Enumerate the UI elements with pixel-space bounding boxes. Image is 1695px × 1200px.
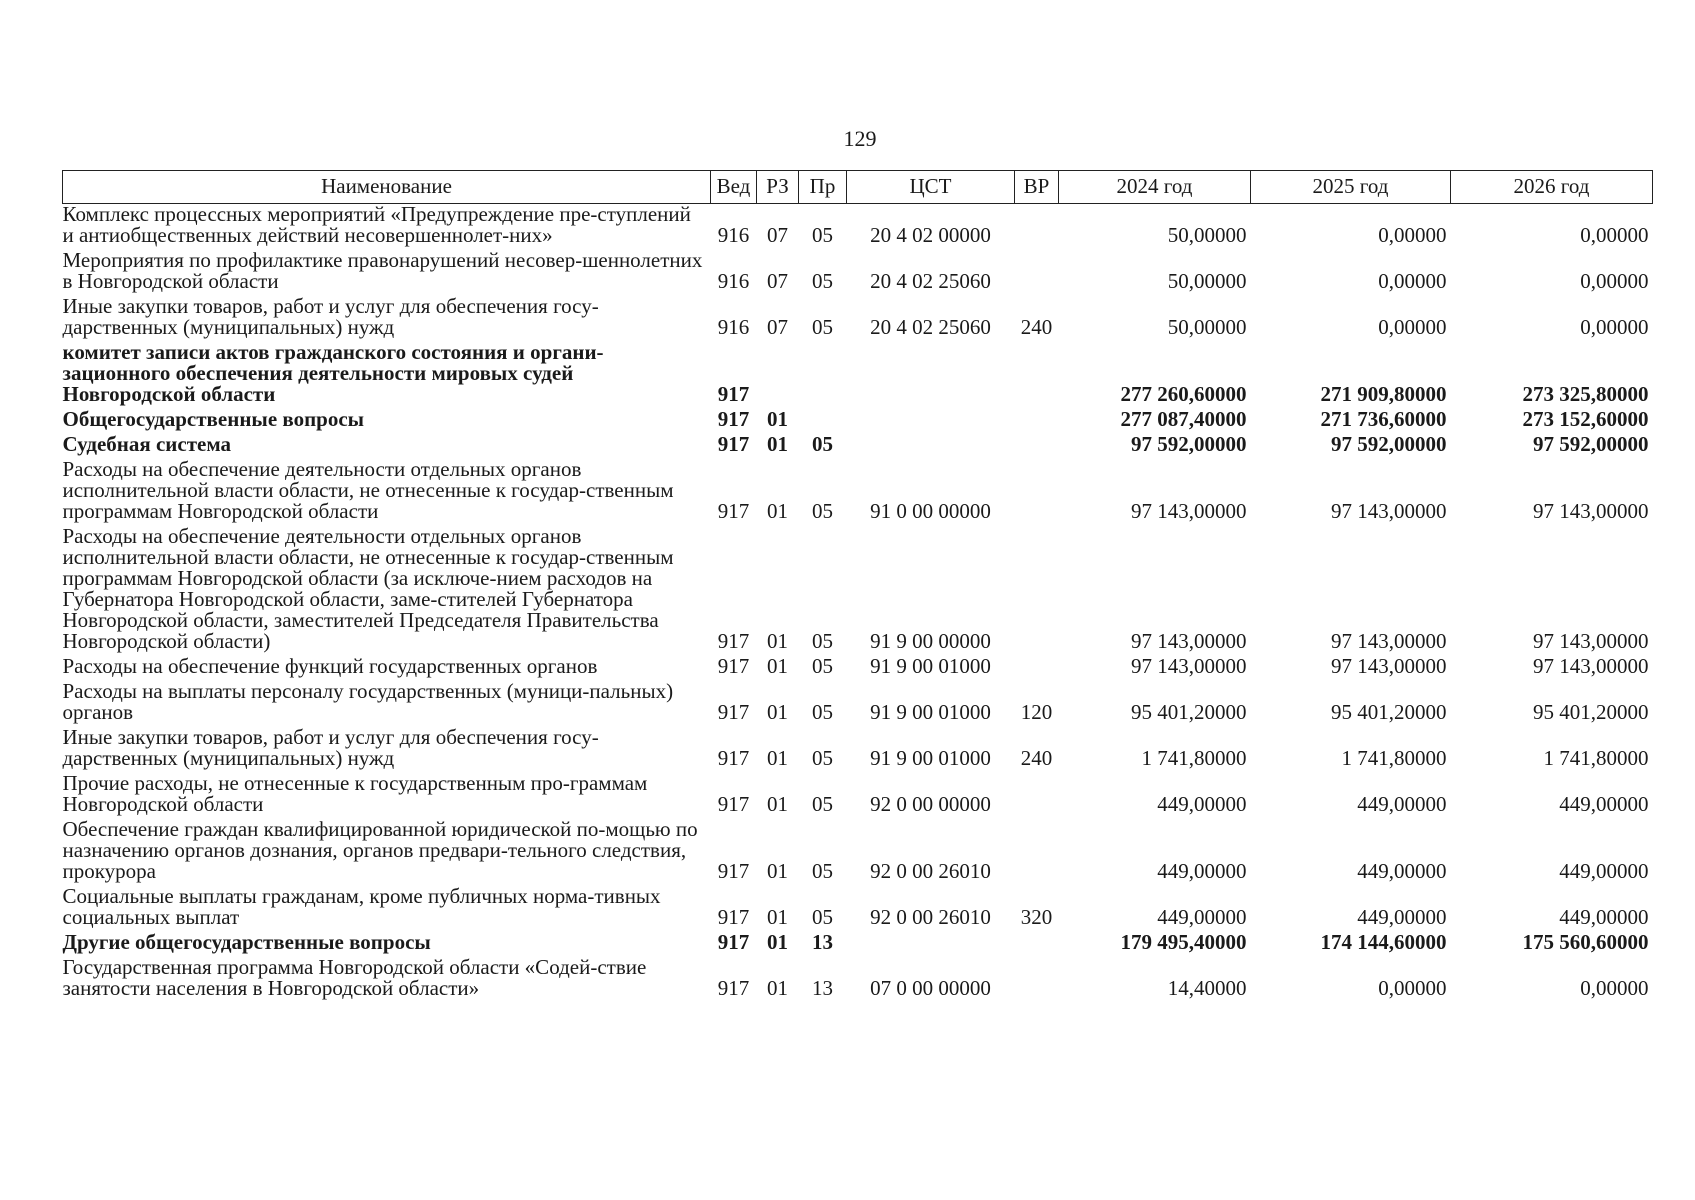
header-rz: РЗ: [757, 171, 799, 204]
row-ved: 917: [717, 792, 750, 816]
row-vr: [1015, 204, 1059, 251]
row-ved: 917: [717, 629, 750, 653]
row-pr: 05: [812, 629, 833, 653]
row-vr: 240: [1020, 315, 1053, 339]
row-vr: [1015, 656, 1059, 681]
row-pr: [799, 409, 847, 434]
row-amount-2026: 449,00000: [1559, 859, 1649, 883]
row-amount-2026: 273 152,60000: [1522, 407, 1649, 431]
table-row-section: [63, 434, 1653, 459]
row-amount-2024: 97 143,00000: [1131, 654, 1247, 678]
row-amount-2024: 449,00000: [1157, 792, 1247, 816]
row-amount-2026: 97 143,00000: [1533, 499, 1649, 523]
row-name: Иные закупки товаров, работ и услуг для обеспечения госу-дарственных (муниципальных) нужд: [62, 725, 599, 770]
row-amount-2026: 175 560,60000: [1522, 930, 1649, 954]
row-amount-2025: 271 909,80000: [1320, 382, 1447, 406]
header-2025: 2025 год: [1251, 171, 1451, 204]
row-pr: 05: [812, 792, 833, 816]
row-vr: [1015, 434, 1059, 459]
row-cst: 91 0 00 00000: [870, 499, 991, 523]
row-rz: 01: [767, 629, 788, 653]
row-name: Судебная система: [62, 432, 232, 456]
row-name: Мероприятия по профилактике правонарушений несовер-шеннолетних в Новгородской области: [62, 248, 703, 293]
row-vr: [1015, 342, 1059, 409]
row-amount-2024: 50,00000: [1167, 315, 1247, 339]
row-ved: 917: [717, 499, 750, 523]
row-name: Расходы на обеспечение функций государственных органов: [62, 654, 598, 678]
header-2026: 2026 год: [1451, 171, 1653, 204]
row-name: Социальные выплаты гражданам, кроме публичных норма-тивных социальных выплат: [62, 884, 661, 929]
row-cst: [847, 342, 1015, 409]
row-pr: 13: [812, 976, 833, 1000]
row-amount-2025: 95 401,20000: [1331, 700, 1447, 724]
row-ved: 917: [717, 432, 750, 456]
row-amount-2026: 273 325,80000: [1522, 382, 1649, 406]
row-vr: [1015, 957, 1059, 1003]
row-rz: 01: [767, 792, 788, 816]
row-rz: 07: [767, 269, 788, 293]
row-amount-2026: 0,00000: [1580, 315, 1649, 339]
row-amount-2026: 1 741,80000: [1543, 746, 1649, 770]
row-vr: 320: [1020, 905, 1053, 929]
table-row-section: [63, 409, 1653, 434]
row-cst: 91 9 00 01000: [870, 746, 991, 770]
row-name: комитет записи актов гражданского состояния и органи-зационного обеспечения деятельности мировых судей Новгородской области: [62, 340, 604, 406]
table-header-row: [63, 171, 1653, 204]
table-row: [63, 886, 1653, 932]
table-row: [63, 459, 1653, 526]
row-amount-2026: 95 401,20000: [1533, 700, 1649, 724]
row-rz: 01: [767, 746, 788, 770]
row-amount-2025: 449,00000: [1357, 905, 1447, 929]
table-row: [63, 250, 1653, 296]
row-rz: 01: [767, 930, 788, 954]
row-amount-2024: 97 143,00000: [1131, 629, 1247, 653]
row-cst: 20 4 02 25060: [870, 315, 991, 339]
row-cst: 92 0 00 26010: [870, 859, 991, 883]
row-name: Общегосударственные вопросы: [62, 407, 365, 431]
row-cst: [847, 434, 1015, 459]
row-pr: 05: [812, 223, 833, 247]
row-vr: [1015, 932, 1059, 957]
row-amount-2025: 0,00000: [1378, 976, 1447, 1000]
row-ved: 917: [717, 382, 750, 406]
row-name: Комплекс процессных мероприятий «Предупреждение пре-ступлений и антиобщественных действий несовершеннолет-них»: [62, 202, 691, 247]
row-rz: 01: [767, 654, 788, 678]
row-pr: 05: [812, 315, 833, 339]
row-vr: [1015, 459, 1059, 526]
row-amount-2026: 97 143,00000: [1533, 654, 1649, 678]
row-ved: 917: [717, 407, 750, 431]
row-rz: 01: [767, 905, 788, 929]
row-cst: [847, 932, 1015, 957]
row-cst: 92 0 00 26010: [870, 905, 991, 929]
table-row-section: [63, 932, 1653, 957]
row-name: Иные закупки товаров, работ и услуг для обеспечения госу-дарственных (муниципальных) нужд: [62, 294, 599, 339]
row-cst: 92 0 00 00000: [870, 792, 991, 816]
row-name: Расходы на обеспечение деятельности отдельных органов исполнительной власти области, не отнесенные к государ-ственным программам Новгородской области: [62, 457, 674, 523]
table-row: [63, 656, 1653, 681]
row-rz: 01: [767, 700, 788, 724]
row-vr: [1015, 773, 1059, 819]
row-ved: 917: [717, 905, 750, 929]
row-amount-2024: 1 741,80000: [1141, 746, 1247, 770]
row-amount-2026: 0,00000: [1580, 976, 1649, 1000]
table-row: [63, 204, 1653, 251]
table-row: [63, 296, 1653, 342]
row-rz: 01: [767, 499, 788, 523]
row-rz: 01: [767, 976, 788, 1000]
header-vr: ВР: [1015, 171, 1059, 204]
row-amount-2026: 0,00000: [1580, 269, 1649, 293]
row-amount-2025: 0,00000: [1378, 269, 1447, 293]
row-amount-2026: 97 592,00000: [1533, 432, 1649, 456]
row-pr: 05: [812, 269, 833, 293]
row-cst: 91 9 00 01000: [870, 700, 991, 724]
table-row-section: [63, 342, 1653, 409]
row-ved: 917: [717, 746, 750, 770]
row-ved: 917: [717, 930, 750, 954]
row-pr: 05: [812, 746, 833, 770]
row-pr: [799, 342, 847, 409]
row-name: Обеспечение граждан квалифицированной юридической по-мощью по назначению органов дознания, органов предвари-тельного следствия, прокурора: [62, 817, 698, 883]
row-pr: 05: [812, 859, 833, 883]
row-cst: 20 4 02 25060: [870, 269, 991, 293]
row-amount-2025: 1 741,80000: [1341, 746, 1447, 770]
row-pr: 05: [812, 905, 833, 929]
row-name: Расходы на обеспечение деятельности отдельных органов исполнительной власти области, не отнесенные к государ-ственным программам Новгородской области (за исключе-нием расходов на Губернатора Новгородской области, заме-стителей Губернатора Новгородской области, заместителей Председателя Правительства Новгородской области): [62, 524, 674, 653]
header-ved: Вед: [711, 171, 757, 204]
row-pr: 13: [812, 930, 833, 954]
row-amount-2025: 97 143,00000: [1331, 499, 1447, 523]
header-name: Наименование: [63, 171, 711, 204]
row-vr: [1015, 526, 1059, 656]
table-row: [63, 526, 1653, 656]
row-pr: 05: [812, 654, 833, 678]
row-pr: 05: [812, 499, 833, 523]
row-amount-2026: 97 143,00000: [1533, 629, 1649, 653]
header-pr: Пр: [799, 171, 847, 204]
row-rz: 01: [767, 407, 788, 431]
budget-table: [62, 170, 1653, 1003]
row-amount-2024: 95 401,20000: [1131, 700, 1247, 724]
row-vr: [1015, 250, 1059, 296]
row-rz: 01: [767, 432, 788, 456]
row-ved: 916: [717, 269, 750, 293]
row-amount-2025: 97 143,00000: [1331, 654, 1447, 678]
row-vr: 240: [1020, 746, 1053, 770]
row-amount-2024: 97 143,00000: [1131, 499, 1247, 523]
row-rz: 01: [767, 859, 788, 883]
row-ved: 917: [717, 654, 750, 678]
row-amount-2025: 97 592,00000: [1331, 432, 1447, 456]
row-pr: 05: [812, 432, 833, 456]
row-amount-2026: 0,00000: [1580, 223, 1649, 247]
table-row: [63, 957, 1653, 1003]
row-amount-2026: 449,00000: [1559, 792, 1649, 816]
row-cst: 20 4 02 00000: [870, 223, 991, 247]
row-cst: [847, 409, 1015, 434]
row-name: Прочие расходы, не отнесенные к государственным про-граммам Новгородской области: [62, 771, 648, 816]
row-rz: 07: [767, 315, 788, 339]
row-amount-2024: 50,00000: [1167, 269, 1247, 293]
row-amount-2026: 449,00000: [1559, 905, 1649, 929]
table-row: [63, 727, 1653, 773]
row-vr: [1015, 819, 1059, 886]
row-amount-2025: 449,00000: [1357, 859, 1447, 883]
page-number: 129: [843, 126, 877, 151]
row-name: Другие общегосударственные вопросы: [62, 930, 431, 954]
table-body: [63, 204, 1653, 1004]
row-cst: 91 9 00 01000: [870, 654, 991, 678]
row-amount-2024: 179 495,40000: [1120, 930, 1247, 954]
row-amount-2025: 0,00000: [1378, 223, 1447, 247]
row-amount-2024: 277 087,40000: [1120, 407, 1247, 431]
row-rz: [757, 342, 799, 409]
row-cst: 91 9 00 00000: [870, 629, 991, 653]
row-amount-2024: 277 260,60000: [1120, 382, 1247, 406]
row-cst: 07 0 00 00000: [870, 976, 991, 1000]
row-amount-2025: 174 144,60000: [1320, 930, 1447, 954]
row-ved: 917: [717, 976, 750, 1000]
row-ved: 917: [717, 859, 750, 883]
row-ved: 917: [717, 700, 750, 724]
row-name: Государственная программа Новгородской области «Содей-ствие занятости населения в Новгородской области»: [62, 955, 647, 1000]
row-vr: [1015, 409, 1059, 434]
row-rz: 07: [767, 223, 788, 247]
table-row: [63, 681, 1653, 727]
row-pr: 05: [812, 700, 833, 724]
table-row: [63, 819, 1653, 886]
row-amount-2025: 0,00000: [1378, 315, 1447, 339]
row-amount-2024: 97 592,00000: [1131, 432, 1247, 456]
row-amount-2024: 14,40000: [1167, 976, 1247, 1000]
header-2024: 2024 год: [1059, 171, 1251, 204]
row-ved: 916: [717, 315, 750, 339]
row-amount-2025: 97 143,00000: [1331, 629, 1447, 653]
row-amount-2025: 449,00000: [1357, 792, 1447, 816]
row-amount-2024: 50,00000: [1167, 223, 1247, 247]
row-amount-2024: 449,00000: [1157, 859, 1247, 883]
row-vr: 120: [1020, 700, 1053, 724]
row-ved: 916: [717, 223, 750, 247]
row-name: Расходы на выплаты персоналу государственных (муници-пальных) органов: [62, 679, 674, 724]
row-amount-2025: 271 736,60000: [1320, 407, 1447, 431]
header-cst: ЦСТ: [847, 171, 1015, 204]
table-row: [63, 773, 1653, 819]
row-amount-2024: 449,00000: [1157, 905, 1247, 929]
